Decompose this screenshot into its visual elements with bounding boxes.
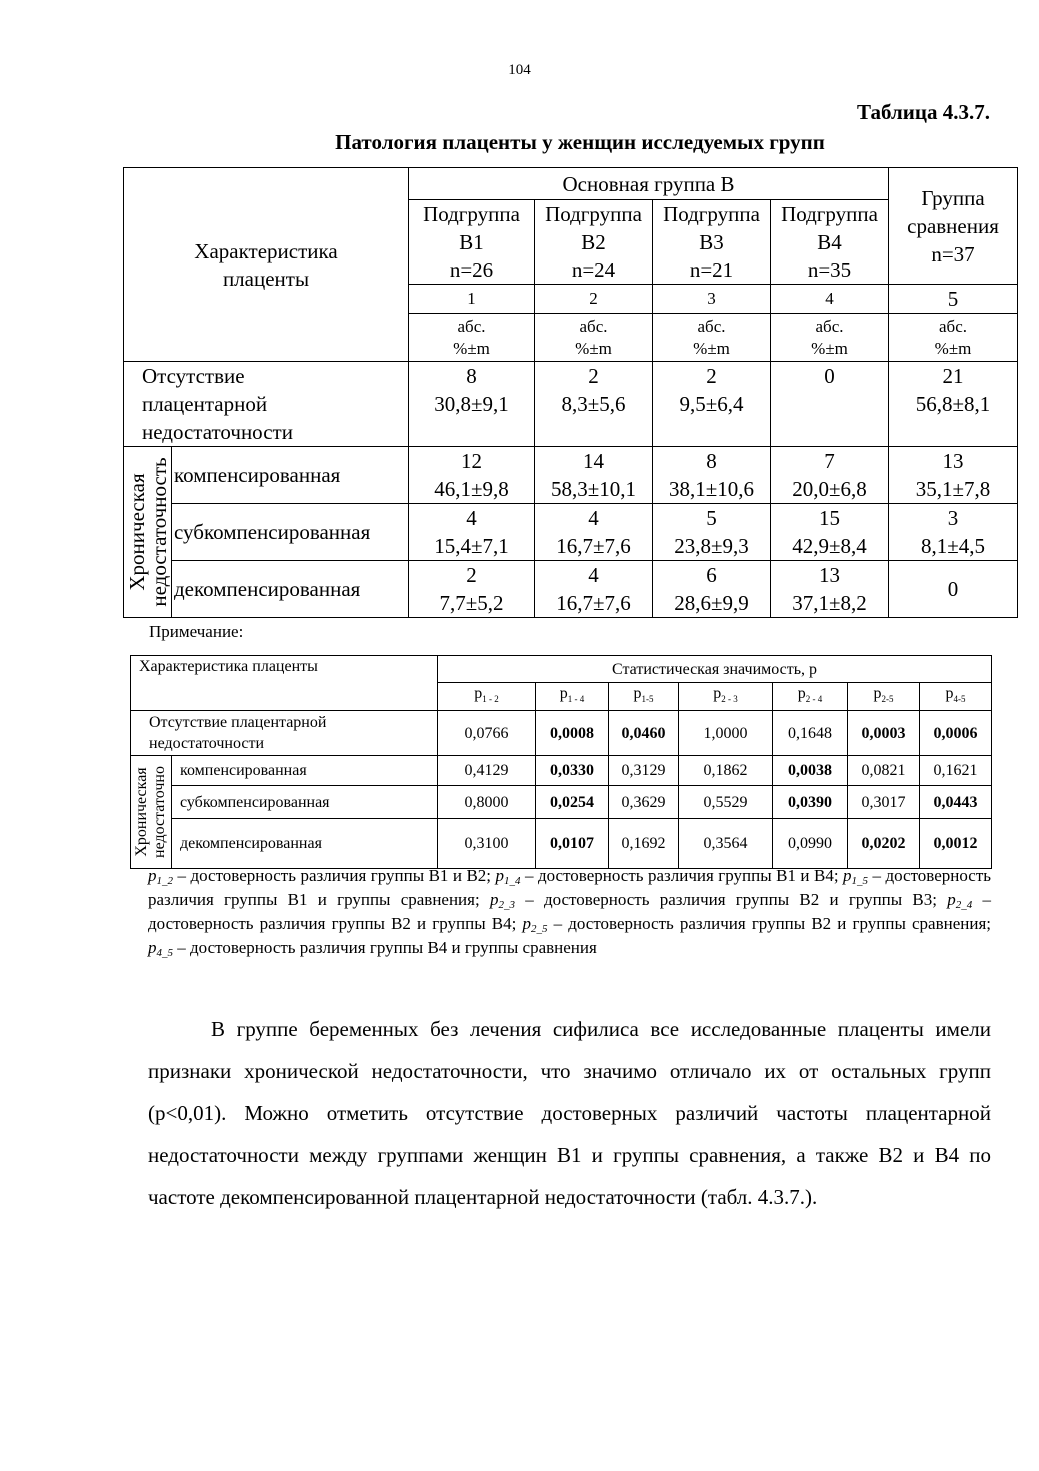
compensated-row [124,447,1018,504]
legend-p: р [489,890,499,909]
p-value-cell [773,786,848,819]
p-column-header [438,683,536,711]
subgroup-n: n=21 [689,258,734,282]
p-value-cell [609,756,679,786]
p-value: 0,0460 [621,724,666,742]
column-number: 4 [771,285,889,314]
abs-value: 8 [706,449,717,473]
subgroup-l2: В2 [581,230,606,254]
abs-value: 8 [466,364,477,388]
pct-value: 20,0±6,8 [792,477,867,501]
comparison-n: n=37 [931,242,975,266]
p-value: 0,3564 [703,835,748,853]
p-value-cell [438,786,536,819]
sig-stat-header: Статистическая значимость, р [438,656,992,683]
p-value: 0,3017 [861,793,906,811]
p-base: р [474,685,483,702]
subgroup-l1: Подгруппа [545,202,642,226]
legend-item [148,938,597,957]
pct-value: 30,8±9,1 [434,392,509,416]
legend-item [490,890,947,909]
legend-sub: 1_5 [851,875,869,887]
p-value-cell [920,819,992,869]
legend-text: – достоверность различия группы В2 и группы сравнения; [547,914,991,933]
sig-decompensated-row [131,819,992,869]
p-column-header [920,683,992,711]
p-value: 0,5529 [703,793,748,811]
legend-text: – достоверность различия группы В2 и группы В3; [514,890,948,909]
legend-item [496,866,844,885]
characteristic-header-line1: Характеристика [194,238,338,263]
legend-sub: 2_5 [530,923,548,935]
p-value: 0,0990 [788,835,833,853]
legend-sub: 4_5 [156,947,173,959]
p-value: 0,3629 [621,793,666,811]
column-number: 2 [535,285,653,314]
p-value: 0,8000 [464,793,509,811]
p-column-header [773,683,848,711]
p-value: 0,0008 [550,724,595,742]
abs-value: 6 [706,563,717,587]
subgroup-l2: В1 [459,230,484,254]
p-value-cell [679,756,773,786]
body-paragraph: В группе беременных без лечения сифилиса все исследованные плаценты имели признаки хронической недостаточности, что значимо отличало их от остальных групп (р<0,01). Можно отметить отсутствие достоверных различий частоты плацентарной недостаточности между группами женщин В1 и группы сравнения, а также В2 и В4 по частоте декомпенсированной плацентарной недостаточности (табл. 4.3.7.). [148,1017,991,1209]
units-abs: абс. [457,316,486,336]
abs-value: 0 [824,364,835,388]
legend-sub: 1_4 [504,875,521,887]
p-base: р [873,685,882,702]
p-value: 0,0006 [933,724,978,742]
p-value: 0,0821 [861,762,906,780]
absent-label-l1: Отсутствие [142,364,245,388]
subgroup-l2: В4 [817,230,842,254]
legend-text: – достоверность различия группы В1 и группы сравнения; [148,866,992,909]
p-value: 0,1621 [933,762,978,780]
table-title: Патология плаценты у женщин исследуемых групп [335,130,825,154]
sig-row-label: субкомпенсированная [172,786,438,819]
p-base: р [797,685,806,702]
p-value-cell [609,711,679,756]
p-value-cell [773,819,848,869]
sig-chronic-label [131,756,172,869]
sig-absent-row [131,711,992,756]
legend-p: р [843,866,852,885]
pct-value: 56,8±8,1 [915,392,991,416]
subgroup-l1: Подгруппа [663,202,760,226]
abs-value: 4 [588,563,599,587]
pct-value: 37,1±8,2 [792,591,867,615]
p-value-cell [848,756,920,786]
pct-value: 15,4±7,1 [434,534,509,558]
p-value: 0,0390 [788,793,833,811]
p-sub: 2-5 [881,694,894,705]
p-value: 0,0766 [464,724,509,742]
data-cell [535,362,653,447]
abs-value: 2 [588,364,599,388]
significance-table [130,655,992,869]
chronic-label-l2: недостаточность [146,457,171,607]
subcompensated-row [124,504,1018,561]
abs-value: 15 [819,506,841,530]
legend-sub: 2_3 [498,899,515,911]
p-value: 0,0038 [788,762,833,780]
p-value-cell [536,819,609,869]
p-base: р [945,685,954,702]
pct-value: 46,1±9,8 [434,477,509,501]
abs-value: 12 [461,449,483,473]
data-cell [653,561,771,618]
characteristic-header [124,168,409,362]
p-value-cell [609,819,679,869]
legend-p: р [947,890,956,909]
data-cell [409,504,535,561]
abs-value: 3 [947,506,959,530]
pct-value: 58,3±10,1 [551,477,637,501]
pct-value: 8,1±4,5 [921,534,986,558]
p-sub: 1 - 4 [567,694,585,705]
data-cell [409,561,535,618]
units-abs: абс. [697,316,726,336]
row-label: декомпенсированная [172,561,409,618]
data-cell [771,561,889,618]
subgroup-n: n=35 [807,258,852,282]
legend-sub: 2_4 [955,899,973,911]
sig-row-label: декомпенсированная [172,819,438,869]
p-value: 0,3100 [464,835,509,853]
p-base: р [633,685,642,702]
p-value-cell [920,756,992,786]
p-value: 0,4129 [464,762,509,780]
data-cell [889,362,1018,447]
absent-label-l3: недостаточности [142,420,293,444]
units-pct: %±m [575,338,612,358]
sig-absent-l2: недостаточности [149,735,264,753]
units-pct: %±m [693,338,730,358]
p-value-cell [679,786,773,819]
p-value-cell [679,711,773,756]
sig-chronic-l2: недостаточно [151,766,168,859]
absent-label-l2: плацентарной [142,392,268,416]
legend-p: р [148,938,157,957]
units-abs: абс. [579,316,608,336]
legend-text: – достоверность различия группы В2 и группы В4; [148,890,991,933]
subgroup-header [409,200,535,285]
row-label: субкомпенсированная [172,504,409,561]
column-number: 1 [409,285,535,314]
p-value-cell [920,786,992,819]
p-column-header [536,683,609,711]
pct-value: 16,7±7,6 [556,591,631,615]
p-value: 1,0000 [703,724,748,742]
subgroup-n: n=26 [449,258,494,282]
p-value-cell [609,786,679,819]
subgroup-header [771,200,889,285]
p-value-cell [438,819,536,869]
abs-value: 0 [947,577,959,601]
row-label: компенсированная [172,447,409,504]
p-value: 0,1648 [788,724,833,742]
data-cell [535,561,653,618]
subgroup-l2: В3 [699,230,724,254]
p-value-cell [848,819,920,869]
sig-row-label: компенсированная [172,756,438,786]
p-sub: 4-5 [953,694,966,705]
pct-value: 7,7±5,2 [439,591,504,615]
data-cell [771,504,889,561]
units-cell [889,314,1018,362]
main-group-header: Основная группа В [409,168,889,200]
sig-characteristic-header: Характеристика плаценты [131,656,438,711]
abs-value: 13 [819,563,841,587]
p-value: 0,3129 [621,762,666,780]
legend-sub: 1_2 [156,875,173,887]
units-cell [409,314,535,362]
p-value: 0,1862 [703,762,748,780]
p-sub: 1-5 [641,694,654,705]
comparison-header [889,168,1018,285]
column-number: 3 [653,285,771,314]
table-label: Таблица 4.3.7. [857,100,990,124]
abs-value: 2 [706,364,717,388]
comparison-l1: Группа [921,186,985,210]
chronic-label-l1: Хроническая [124,473,149,591]
subgroup-l1: Подгруппа [423,202,520,226]
p-value: 0,0003 [861,724,906,742]
p-column-header [848,683,920,711]
legend-text: – достоверность различия группы В1 и В4; [520,866,844,885]
placenta-pathology-table [123,167,1018,618]
absent-insufficiency-row [124,362,1018,447]
p-value-cell [773,756,848,786]
data-cell [535,504,653,561]
abs-value: 5 [706,506,717,530]
p-value-cell [438,711,536,756]
characteristic-header-line2: плаценты [222,266,310,291]
pct-value: 9,5±6,4 [679,392,744,416]
data-cell [771,362,889,447]
data-cell [535,447,653,504]
subgroup-header [535,200,653,285]
p-base: р [713,685,722,702]
data-cell [889,504,1018,561]
p-sub: 2 - 3 [721,694,738,705]
p-value: 0,0254 [550,793,595,811]
column-number: 5 [889,285,1018,314]
units-abs: абс. [815,316,844,336]
decompensated-row [124,561,1018,618]
significance-legend [148,864,991,960]
subgroup-n: n=24 [571,258,616,282]
p-sub: 2 - 4 [805,694,823,705]
data-cell [653,504,771,561]
units-abs: абс. [939,316,968,336]
p-value: 0,0012 [933,835,978,853]
abs-value: 4 [466,506,477,530]
subgroup-l1: Подгруппа [781,202,878,226]
data-cell [653,362,771,447]
abs-value: 21 [942,364,964,388]
p-value-cell [679,819,773,869]
pct-value: 8,3±5,6 [561,392,626,416]
units-cell [535,314,653,362]
p-value: 0,0443 [933,793,978,811]
abs-value: 13 [942,449,964,473]
units-cell [653,314,771,362]
legend-item [522,914,991,933]
legend-p: р [495,866,505,885]
chronic-vertical-text [126,457,170,606]
page-number: 104 [508,62,531,78]
p-value-cell [773,711,848,756]
absent-insufficiency-label [124,362,409,447]
legend-item [148,866,496,885]
p-value: 0,1692 [621,835,666,853]
units-pct: %±m [453,338,490,358]
pct-value: 16,7±7,6 [556,534,631,558]
pct-value: 23,8±9,3 [674,534,749,558]
legend-p: р [522,914,531,933]
p-value-cell [438,756,536,786]
data-cell [409,447,535,504]
p-column-header [679,683,773,711]
abs-value: 4 [588,506,599,530]
p-base: р [559,685,568,702]
units-cell [771,314,889,362]
p-value: 0,0330 [550,762,595,780]
legend-p: р [148,866,157,885]
data-cell [771,447,889,504]
p-value: 0,0202 [861,835,906,853]
pct-value: 28,6±9,9 [674,591,749,615]
p-value-cell [848,711,920,756]
chronic-insufficiency-label [124,447,172,618]
sig-chronic-l1: Хроническая [133,767,150,857]
legend-text: – достоверность различия группы В4 и группы сравнения [173,938,597,957]
subgroup-header [653,200,771,285]
pct-value: 35,1±7,8 [915,477,991,501]
sig-absent-label [131,711,438,756]
sig-chronic-vertical-text [133,766,169,858]
p-value: 0,0107 [550,835,595,853]
data-cell [889,447,1018,504]
p-value-cell [536,711,609,756]
data-cell [889,561,1018,618]
p-value-cell [536,756,609,786]
units-pct: %±m [811,338,848,358]
p-value-cell [536,786,609,819]
comparison-l2: сравнения [907,214,999,238]
sig-compensated-row [131,756,992,786]
p-value-cell [920,711,992,756]
abs-value: 14 [583,449,605,473]
p-column-header [609,683,679,711]
sig-subcompensated-row [131,786,992,819]
data-cell [653,447,771,504]
abs-value: 7 [824,449,835,473]
sig-absent-l1: Отсутствие плацентарной [149,714,327,732]
legend-text: – достоверность различия группы В1 и В2; [173,866,496,885]
note-label: Примечание: [149,622,244,641]
pct-value: 38,1±10,6 [669,477,755,501]
abs-value: 2 [466,563,477,587]
data-cell [409,362,535,447]
pct-value: 42,9±8,4 [792,534,867,558]
units-pct: %±m [934,338,972,358]
p-value-cell [848,786,920,819]
p-sub: 1 - 2 [482,694,499,705]
